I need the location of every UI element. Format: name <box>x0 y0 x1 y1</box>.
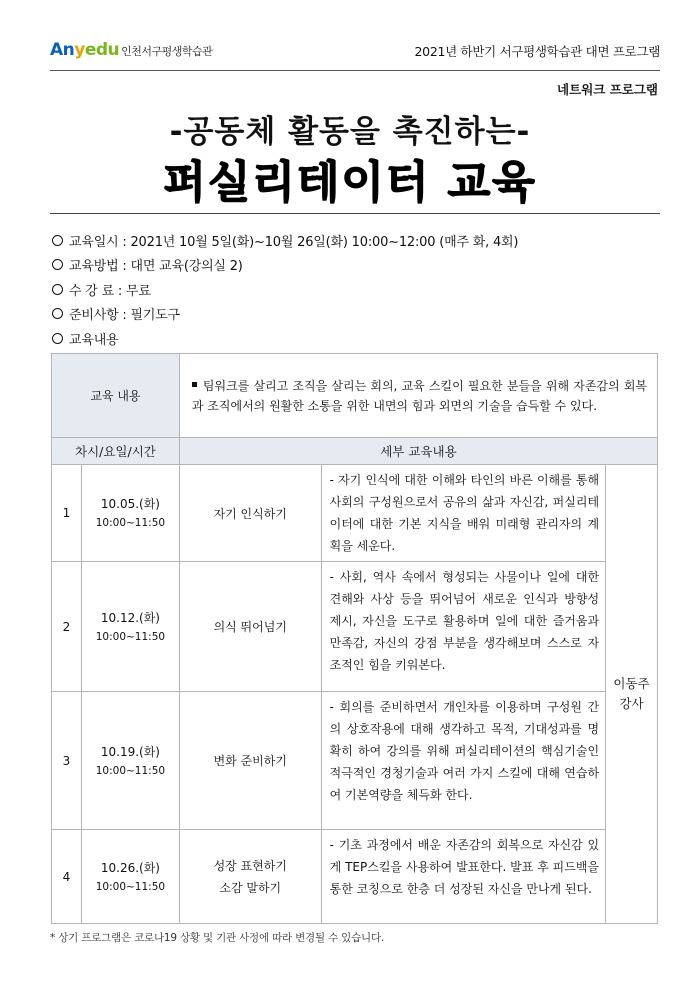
square-bullet-icon <box>192 382 197 387</box>
intro-row <box>52 354 658 438</box>
table-row <box>52 465 658 562</box>
curriculum-table <box>51 353 658 924</box>
network-label: 네트워크 프로그램 <box>557 82 658 97</box>
session-description: - 기초 과정에서 배운 자존감의 회복으로 자신감 있게 TEP스킬을 사용하여 발표한다. 발표 후 피드백을 통한 코칭으로 한층 더 성장된 자신을 만나게 된다. <box>321 830 605 924</box>
table-row <box>52 830 658 924</box>
circle-bullet-icon <box>52 333 63 344</box>
info-item-method: 교육방법 : 대면 교육(강의실 2) <box>52 253 662 278</box>
page-header <box>50 34 660 70</box>
instructor-name: 이동주 강사 <box>606 465 658 924</box>
info-item-supplies: 준비사항 : 필기도구 <box>52 302 662 327</box>
session-number: 4 <box>52 830 82 924</box>
header-divider <box>50 70 660 71</box>
circle-bullet-icon <box>52 308 63 319</box>
session-topic: 변화 준비하기 <box>179 692 321 830</box>
session-number: 1 <box>52 465 82 562</box>
session-topic: 성장 표현하기 소감 말하기 <box>179 830 321 924</box>
logo-org-name: 인천서구평생학습관 <box>121 45 213 58</box>
table-row <box>52 692 658 830</box>
info-item-fee: 수 강 료 : 무료 <box>52 277 662 302</box>
logo-mark: Anyedu <box>50 40 120 60</box>
info-list <box>52 228 662 351</box>
session-number: 2 <box>52 562 82 692</box>
session-description: - 자기 인식에 대한 이해와 타인의 바른 이해를 통해 사회의 구성원으로서 공유의 삶과 자신감, 퍼실리테이터에 대한 기본 지식을 배워 미래형 관리자의 계획을 세운다. <box>321 465 605 562</box>
table-row <box>52 562 658 692</box>
session-date: 10.26.(화) 10:00~11:50 <box>81 830 179 924</box>
session-topic: 의식 뛰어넘기 <box>179 562 321 692</box>
session-date: 10.12.(화) 10:00~11:50 <box>81 562 179 692</box>
circle-bullet-icon <box>52 284 63 295</box>
title-divider <box>50 213 660 214</box>
session-description: - 사회, 역사 속에서 형성되는 사물이나 일에 대한 견해와 사상 등을 뛰어넘어 새로운 인식과 방향성 제시, 자신을 도구로 활용하며 일에 대한 즐거움과 만족감, 자신의 강점 부분을 생각해보며 스스로 자조적인 힘을 키워본다. <box>321 562 605 692</box>
session-description: - 회의를 준비하면서 개인차를 이용하며 구성원 간의 상호작용에 대해 생각하고 목적, 기대성과를 명확히 하여 강의를 위해 퍼실리테이션의 핵심기술인 적극적인 경청기술과 여러 가지 스킬에 대해 연습하여 기본역량을 체득화 한다. <box>321 692 605 830</box>
title-subtitle: -공동체 활동을 촉진하는- <box>169 114 531 150</box>
circle-bullet-icon <box>52 235 63 246</box>
session-date: 10.19.(화) 10:00~11:50 <box>81 692 179 830</box>
column-header-detail: 세부 교육내용 <box>179 438 657 465</box>
footnote: * 상기 프로그램은 코로나19 상황 및 기관 사정에 따라 변경될 수 있습니다. <box>50 932 385 944</box>
table-header-row <box>52 438 658 465</box>
logo <box>50 40 212 60</box>
session-number: 3 <box>52 692 82 830</box>
session-date: 10.05.(화) 10:00~11:50 <box>81 465 179 562</box>
column-header-session: 차시/요일/시간 <box>52 438 180 465</box>
intro-text: 팀워크를 살리고 조직을 살리는 회의, 교육 스킬이 필요한 분들을 위해 자존감의 회복과 조직에서의 원활한 소통을 위한 내면의 힘과 외면의 기술을 습득할 수 있다. <box>179 354 657 438</box>
info-item-schedule: 교육일시 : 2021년 10월 5일(화)~10월 26일(화) 10:00~12:00 (매주 화, 4회) <box>52 228 662 253</box>
intro-label: 교육 내용 <box>52 354 180 438</box>
program-category: 2021년 하반기 서구평생학습관 대면 프로그램 <box>414 44 660 59</box>
page-title: 퍼실리테이터 교육 <box>163 157 537 208</box>
info-item-content: 교육내용 <box>52 326 662 351</box>
circle-bullet-icon <box>52 259 63 270</box>
session-topic: 자기 인식하기 <box>179 465 321 562</box>
